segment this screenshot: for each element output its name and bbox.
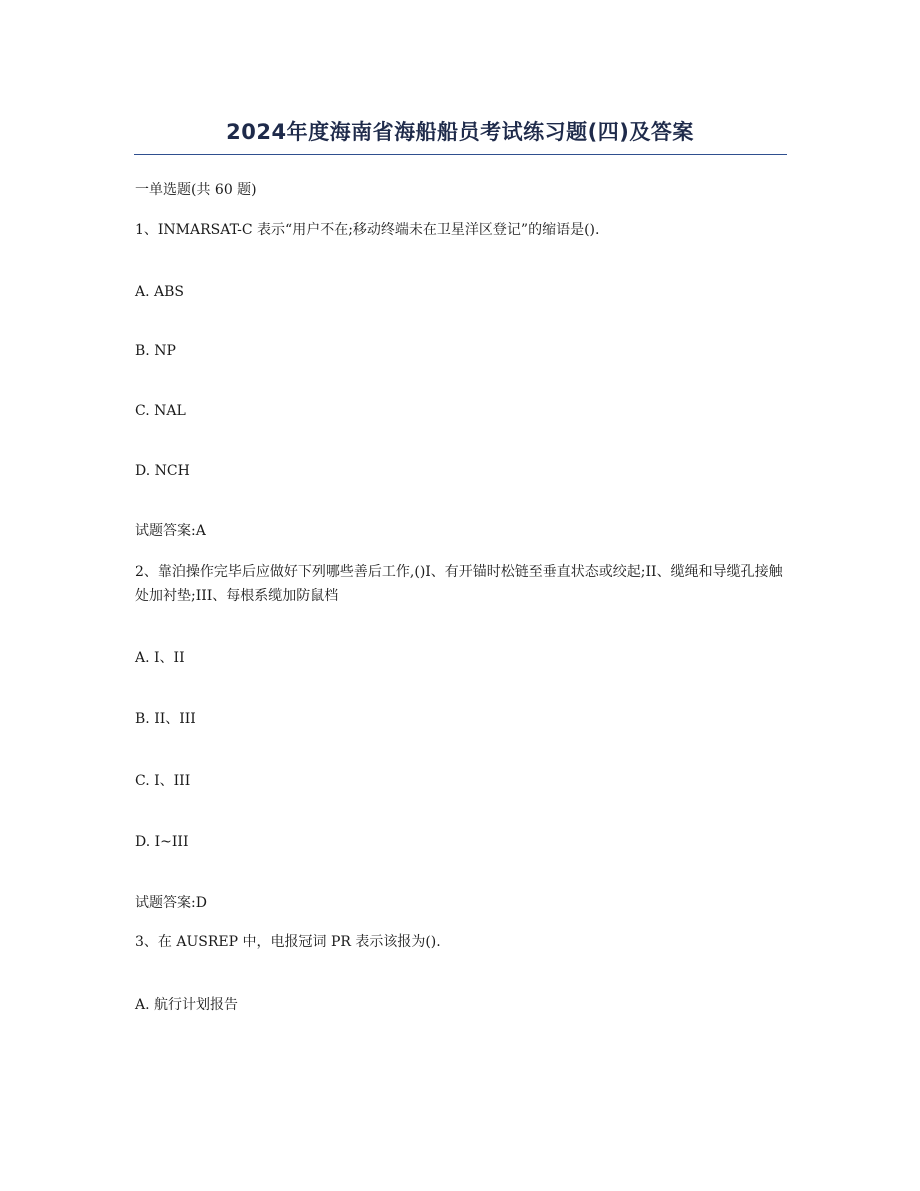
- question-1-stem: 1、INMARSAT-C 表示“用户不在;移动终端未在卫星洋区登记”的缩语是().: [135, 222, 600, 238]
- question-1-option-b: B. NP: [135, 343, 176, 359]
- section-heading: 一单选题(共 60 题): [135, 182, 257, 198]
- question-2-answer: 试题答案:D: [135, 895, 207, 911]
- question-2-stem: 2、靠泊操作完毕后应做好下列哪些善后工作,()I、有开锚时松链至垂直状态或绞起;II、缆绳和导缆孔接触处加衬垫;III、每根系缆加防鼠档: [135, 564, 783, 604]
- question-2-option-d: D. I~III: [135, 834, 189, 850]
- question-3-option-a: A. 航行计划报告: [135, 997, 239, 1013]
- question-1-option-d: D. NCH: [135, 463, 190, 479]
- question-3-stem: 3、在 AUSREP 中，电报冠词 PR 表示该报为().: [135, 934, 441, 950]
- question-1-option-a: A. ABS: [135, 284, 184, 300]
- question-1-option-c: C. NAL: [135, 403, 186, 419]
- question-2-option-a: A. I、II: [135, 650, 185, 666]
- question-1-answer: 试题答案:A: [135, 523, 206, 539]
- question-2-option-c: C. I、III: [135, 773, 191, 789]
- question-2-option-b: B. II、III: [135, 711, 196, 727]
- page-title: 2024年度海南省海船船员考试练习题(四)及答案: [226, 120, 694, 144]
- title-underline: [134, 154, 787, 155]
